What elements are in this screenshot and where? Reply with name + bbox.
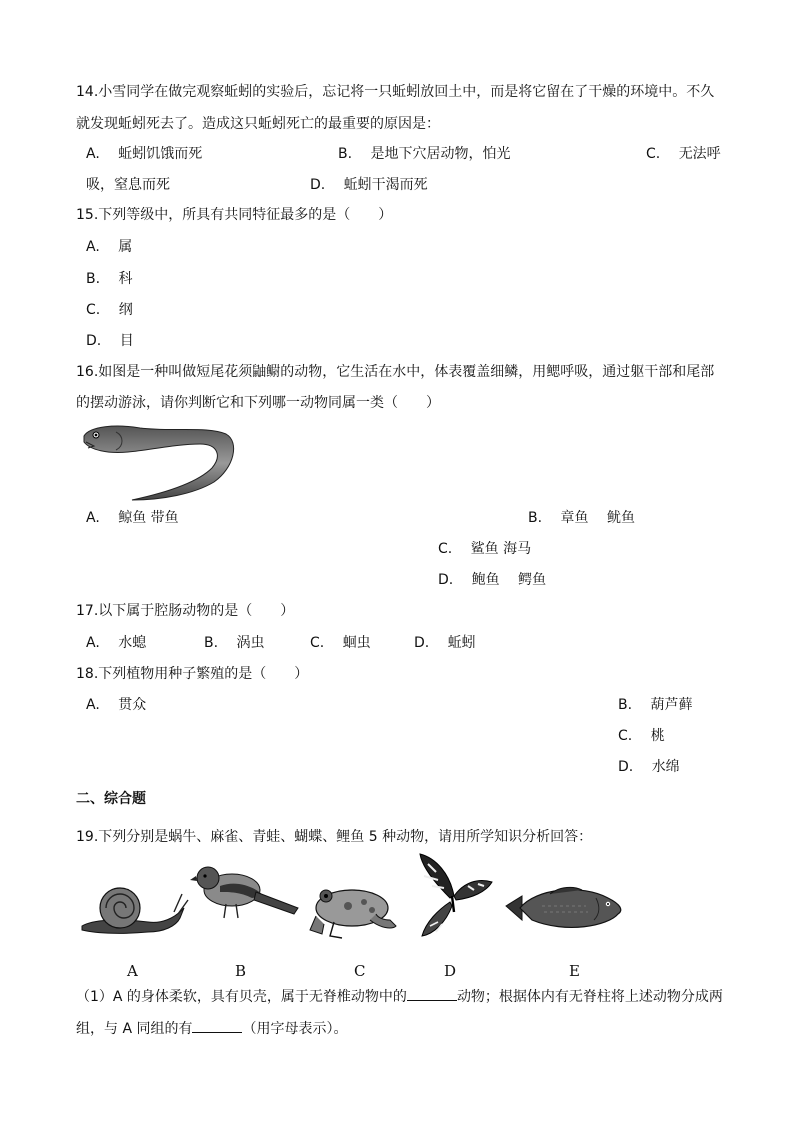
option-letter: D.	[438, 572, 454, 588]
option-letter: A.	[86, 239, 100, 255]
option-text: 无法呼	[678, 146, 721, 162]
q14-option-a	[86, 144, 202, 164]
q16-option-c	[438, 539, 531, 559]
q15-option-c	[86, 300, 133, 320]
option-letter: A.	[86, 146, 100, 162]
option-text: 水绵	[651, 759, 680, 775]
option-letter: B.	[86, 271, 101, 287]
q19-sub1-text-d: （用字母表示）。	[242, 1021, 348, 1037]
option-letter: A.	[86, 635, 100, 651]
q15-option-a	[86, 237, 132, 257]
frog-illustration	[306, 880, 398, 940]
snail-illustration	[78, 878, 190, 940]
q15-stem: 15.下列等级中，所具有共同特征最多的是（ ）	[76, 207, 393, 223]
q19-sub1-text-a: （1）A 的身体柔软，具有贝壳，属于无脊椎动物中的	[76, 989, 407, 1005]
option-letter: C.	[438, 541, 453, 557]
q16-stem-line1: 16.如图是一种叫做短尾花须鼬鳚的动物，它生活在水中，体表覆盖细鳞，用鳃呼吸，通过躯干部和尾部	[76, 364, 715, 380]
option-text: 是地下穴居动物，怕光	[370, 146, 511, 162]
option-text: 目	[119, 333, 134, 349]
answer-blank[interactable]	[407, 986, 457, 1001]
q18-stem: 18.下列植物用种子繁殖的是（ ）	[76, 666, 309, 682]
option-letter: D.	[618, 759, 634, 775]
q14-stem-line2: 就发现蚯蚓死去了。造成这只蚯蚓死亡的最重要的原因是：	[76, 116, 440, 132]
q14-option-c-continued: 吸，窒息而死	[86, 177, 170, 193]
option-text: 纲	[118, 302, 133, 318]
sparrow-illustration	[190, 862, 300, 922]
option-letter: B.	[528, 510, 543, 526]
q19-sub1-line2	[76, 1018, 347, 1039]
option-text: 蚯蚓	[447, 635, 476, 651]
q16-stem-line2: 的摆动游泳，请你判断它和下列哪一动物同属一类（ ）	[76, 395, 440, 411]
q17-stem: 17.以下属于腔肠动物的是（ ）	[76, 603, 295, 619]
q14-option-d	[310, 175, 428, 195]
q18-option-b	[618, 695, 693, 715]
q19-sub1-text-b: 动物；根据体内有无脊柱将上述动物分成两	[456, 989, 723, 1005]
q14-option-b	[338, 144, 511, 164]
q14-stem-line1: 14.小雪同学在做完观察蚯蚓的实验后，忘记将一只蚯蚓放回土中，而是将它留在了干燥的环境中。不久	[76, 84, 715, 100]
option-letter: B.	[338, 146, 353, 162]
butterfly-illustration	[414, 852, 496, 938]
option-text: 鲨鱼 海马	[470, 541, 532, 557]
q16-option-d	[438, 570, 546, 590]
q15-option-d	[86, 331, 134, 351]
q16-option-a	[86, 508, 179, 528]
option-text: 贯众	[118, 697, 147, 713]
option-text: 科	[118, 271, 133, 287]
option-text: 蚯蚓饥饿而死	[118, 146, 203, 162]
option-text: 涡虫	[236, 635, 265, 651]
option-text: 属	[118, 239, 133, 255]
label-d: D	[444, 962, 457, 980]
q18-option-a	[86, 695, 146, 715]
q17-option-a	[86, 633, 146, 653]
q18-option-d	[618, 757, 680, 777]
q17-option-d	[414, 633, 476, 653]
option-text: 水螅	[118, 635, 147, 651]
option-letter: A.	[86, 697, 100, 713]
option-letter: C.	[618, 728, 633, 744]
option-text: 蚯蚓干渴而死	[343, 177, 428, 193]
option-letter: B.	[204, 635, 219, 651]
option-text: 蛔虫	[342, 635, 371, 651]
q17-option-c	[310, 633, 371, 653]
option-text: 葫芦藓	[650, 697, 693, 713]
answer-blank[interactable]	[192, 1018, 242, 1033]
option-letter: D.	[86, 333, 102, 349]
option-text: 鲸鱼 带鱼	[118, 510, 179, 526]
q16-option-b	[528, 508, 635, 528]
label-e: E	[569, 962, 580, 980]
option-letter: D.	[414, 635, 430, 651]
q19-stem: 19.下列分别是蜗牛、麻雀、青蛙、蝴蝶、鲤鱼 5 种动物，请用所学知识分析回答：	[76, 829, 593, 845]
carp-illustration	[502, 884, 626, 934]
option-letter: C.	[310, 635, 325, 651]
option-letter: A.	[86, 510, 100, 526]
option-letter: C.	[86, 302, 101, 318]
q17-option-b	[204, 633, 265, 653]
option-text: 鲍鱼 鳄鱼	[471, 572, 547, 588]
q15-option-b	[86, 269, 133, 289]
eel-fish-illustration	[80, 422, 240, 502]
label-a: A	[127, 962, 138, 980]
label-b: B	[235, 962, 247, 980]
option-letter: D.	[310, 177, 326, 193]
section-heading: 二、综合题	[76, 791, 146, 807]
q19-sub1-text-c: 组，与 A 同组的有	[76, 1021, 193, 1037]
label-c: C	[354, 962, 366, 980]
option-letter: C.	[646, 146, 661, 162]
option-text: 桃	[650, 728, 665, 744]
option-letter: B.	[618, 697, 633, 713]
option-text: 章鱼 鱿鱼	[560, 510, 635, 526]
q18-option-c	[618, 726, 665, 746]
q14-option-c	[646, 144, 721, 164]
q19-sub1-line1	[76, 986, 723, 1007]
